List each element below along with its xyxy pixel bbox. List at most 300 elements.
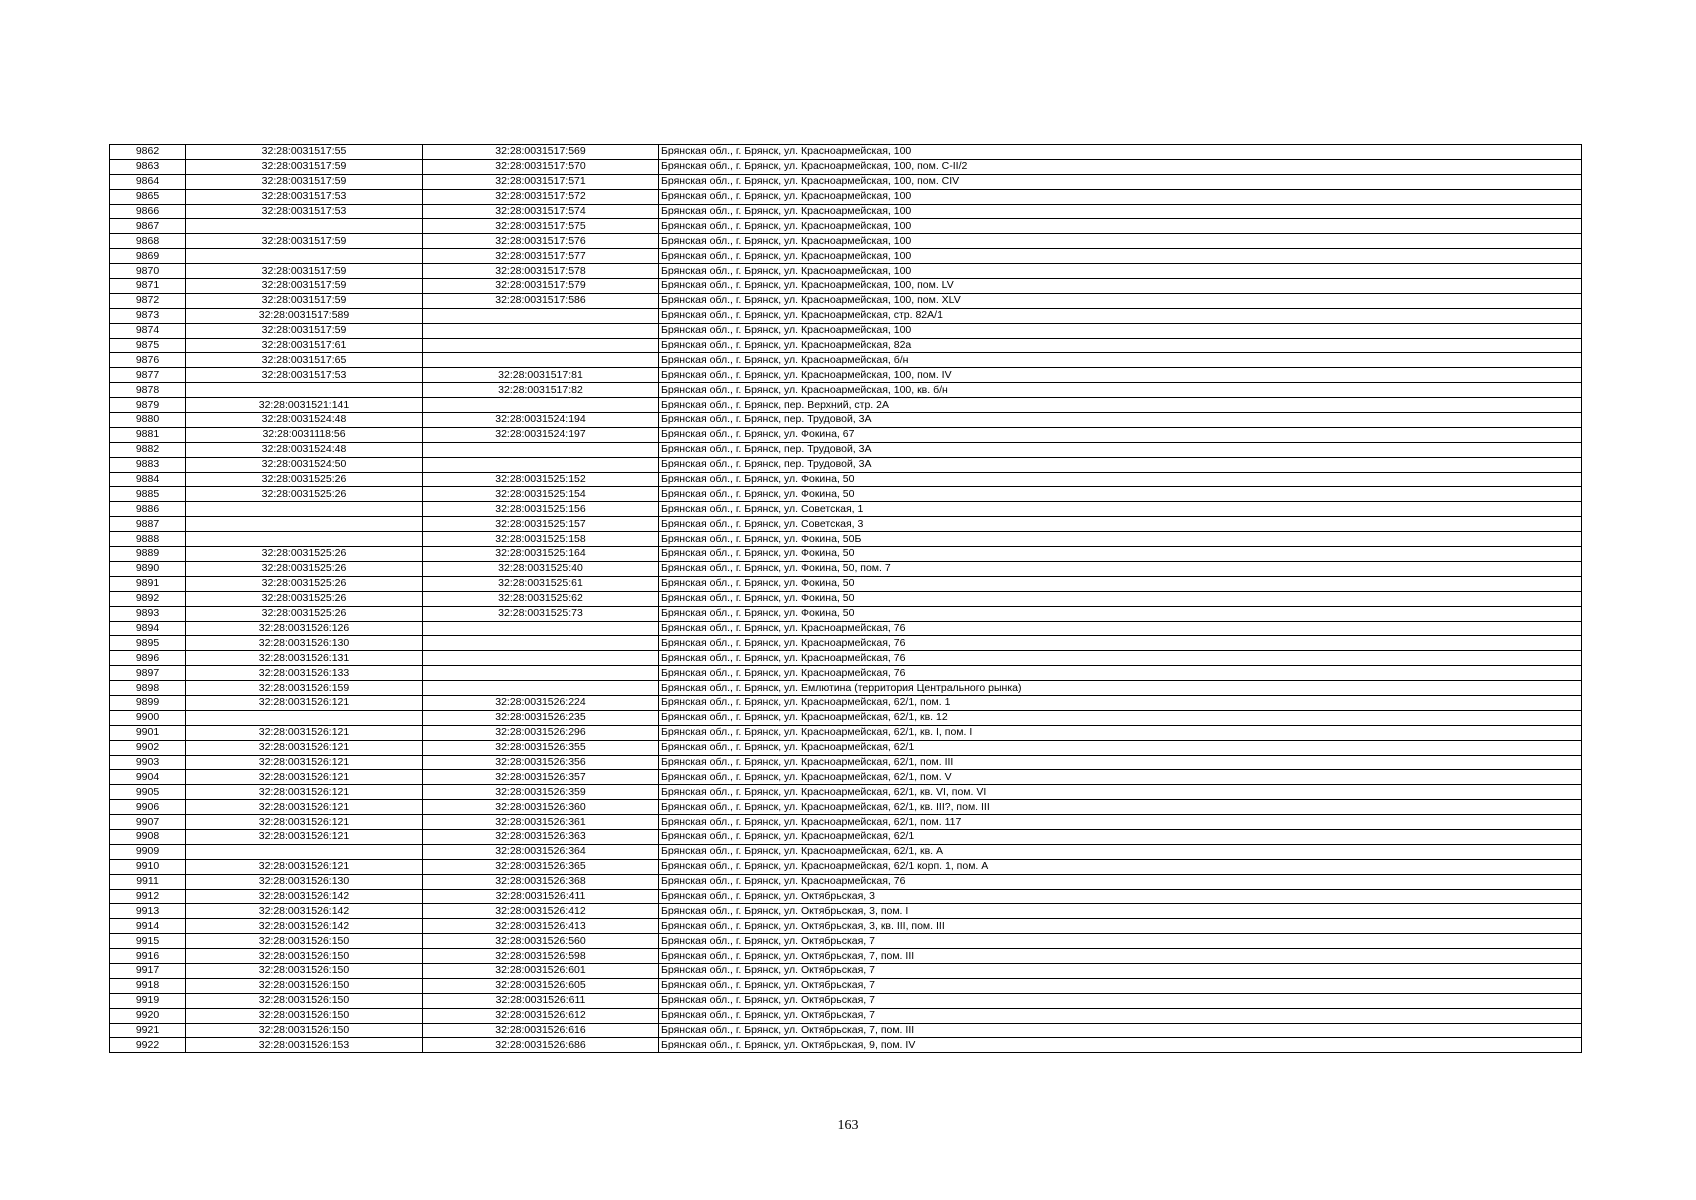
- parent-cadastral-number-cell: 32:28:0031525:26: [186, 487, 423, 502]
- table-row: [110, 457, 1582, 472]
- row-number-cell: 9905: [110, 785, 186, 800]
- parent-cadastral-number-cell: 32:28:0031524:48: [186, 413, 423, 428]
- address-cell: Брянская обл., г. Брянск, ул. Фокина, 50: [659, 472, 1582, 487]
- address-cell: Брянская обл., г. Брянск, ул. Красноармейская, 100, кв. б/н: [659, 383, 1582, 398]
- address-cell: Брянская обл., г. Брянск, ул. Октябрьская, 3: [659, 889, 1582, 904]
- parent-cadastral-number-cell: 32:28:0031526:159: [186, 681, 423, 696]
- address-cell: Брянская обл., г. Брянск, ул. Октябрьская, 7: [659, 978, 1582, 993]
- parent-cadastral-number-cell: 32:28:0031517:59: [186, 323, 423, 338]
- address-cell: Брянская обл., г. Брянск, ул. Красноармейская, 62/1, кв. А: [659, 844, 1582, 859]
- parent-cadastral-number-cell: 32:28:0031517:53: [186, 204, 423, 219]
- table-row: [110, 1008, 1582, 1023]
- row-number-cell: 9901: [110, 725, 186, 740]
- parent-cadastral-number-cell: 32:28:0031526:121: [186, 695, 423, 710]
- parent-cadastral-number-cell: [186, 517, 423, 532]
- table-row: [110, 547, 1582, 562]
- table-row: [110, 413, 1582, 428]
- table-row: [110, 427, 1582, 442]
- cadastral-number-cell: [423, 353, 659, 368]
- address-cell: Брянская обл., г. Брянск, пер. Трудовой, 3А: [659, 442, 1582, 457]
- table-row: [110, 725, 1582, 740]
- address-cell: Брянская обл., г. Брянск, ул. Красноармейская, 76: [659, 621, 1582, 636]
- cadastral-number-cell: 32:28:0031526:616: [423, 1023, 659, 1038]
- cadastral-number-cell: 32:28:0031517:81: [423, 368, 659, 383]
- row-number-cell: 9870: [110, 264, 186, 279]
- row-number-cell: 9880: [110, 413, 186, 428]
- table-row: [110, 442, 1582, 457]
- table-row: [110, 189, 1582, 204]
- table-row: [110, 710, 1582, 725]
- address-cell: Брянская обл., г. Брянск, ул. Красноармейская, 62/1, пом. V: [659, 770, 1582, 785]
- table-row: [110, 785, 1582, 800]
- row-number-cell: 9879: [110, 398, 186, 413]
- row-number-cell: 9869: [110, 249, 186, 264]
- row-number-cell: 9896: [110, 651, 186, 666]
- table-row: [110, 561, 1582, 576]
- cadastral-number-cell: 32:28:0031525:157: [423, 517, 659, 532]
- cadastral-number-cell: 32:28:0031526:296: [423, 725, 659, 740]
- registry-table-body: [110, 145, 1582, 1053]
- table-row: [110, 576, 1582, 591]
- row-number-cell: 9894: [110, 621, 186, 636]
- parent-cadastral-number-cell: 32:28:0031521:141: [186, 398, 423, 413]
- address-cell: Брянская обл., г. Брянск, ул. Красноармейская, 100: [659, 323, 1582, 338]
- address-cell: Брянская обл., г. Брянск, ул. Фокина, 50, пом. 7: [659, 561, 1582, 576]
- cadastral-number-cell: [423, 636, 659, 651]
- table-row: [110, 219, 1582, 234]
- table-row: [110, 308, 1582, 323]
- address-cell: Брянская обл., г. Брянск, пер. Верхний, стр. 2А: [659, 398, 1582, 413]
- address-cell: Брянская обл., г. Брянск, ул. Фокина, 67: [659, 427, 1582, 442]
- row-number-cell: 9902: [110, 740, 186, 755]
- row-number-cell: 9890: [110, 561, 186, 576]
- address-cell: Брянская обл., г. Брянск, ул. Красноармейская, 62/1 корп. 1, пом. А: [659, 859, 1582, 874]
- table-row: [110, 1023, 1582, 1038]
- cadastral-number-cell: 32:28:0031525:62: [423, 591, 659, 606]
- parent-cadastral-number-cell: 32:28:0031517:59: [186, 234, 423, 249]
- table-row: [110, 934, 1582, 949]
- table-row: [110, 770, 1582, 785]
- parent-cadastral-number-cell: 32:28:0031526:121: [186, 785, 423, 800]
- row-number-cell: 9862: [110, 145, 186, 160]
- parent-cadastral-number-cell: 32:28:0031525:26: [186, 561, 423, 576]
- table-row: [110, 279, 1582, 294]
- row-number-cell: 9863: [110, 159, 186, 174]
- address-cell: Брянская обл., г. Брянск, пер. Трудовой, 3А: [659, 457, 1582, 472]
- table-row: [110, 368, 1582, 383]
- row-number-cell: 9920: [110, 1008, 186, 1023]
- cadastral-number-cell: 32:28:0031526:355: [423, 740, 659, 755]
- parent-cadastral-number-cell: 32:28:0031118:56: [186, 427, 423, 442]
- cadastral-number-cell: 32:28:0031517:569: [423, 145, 659, 160]
- table-row: [110, 993, 1582, 1008]
- row-number-cell: 9914: [110, 919, 186, 934]
- cadastral-number-cell: 32:28:0031526:356: [423, 755, 659, 770]
- cadastral-number-cell: 32:28:0031525:61: [423, 576, 659, 591]
- address-cell: Брянская обл., г. Брянск, ул. Октябрьская, 7: [659, 993, 1582, 1008]
- parent-cadastral-number-cell: 32:28:0031526:150: [186, 934, 423, 949]
- address-cell: Брянская обл., г. Брянск, ул. Октябрьская, 7, пом. III: [659, 949, 1582, 964]
- parent-cadastral-number-cell: 32:28:0031526:121: [186, 755, 423, 770]
- parent-cadastral-number-cell: 32:28:0031526:121: [186, 859, 423, 874]
- cadastral-number-cell: 32:28:0031525:152: [423, 472, 659, 487]
- address-cell: Брянская обл., г. Брянск, ул. Красноармейская, 100, пом. IV: [659, 368, 1582, 383]
- cadastral-number-cell: [423, 442, 659, 457]
- address-cell: Брянская обл., г. Брянск, ул. Октябрьская, 3, кв. III, пом. III: [659, 919, 1582, 934]
- parent-cadastral-number-cell: 32:28:0031517:59: [186, 279, 423, 294]
- table-row: [110, 145, 1582, 160]
- row-number-cell: 9904: [110, 770, 186, 785]
- row-number-cell: 9871: [110, 279, 186, 294]
- cadastral-number-cell: 32:28:0031517:579: [423, 279, 659, 294]
- address-cell: Брянская обл., г. Брянск, ул. Фокина, 50: [659, 576, 1582, 591]
- address-cell: Брянская обл., г. Брянск, ул. Советская, 3: [659, 517, 1582, 532]
- cadastral-number-cell: 32:28:0031524:197: [423, 427, 659, 442]
- row-number-cell: 9893: [110, 606, 186, 621]
- parent-cadastral-number-cell: 32:28:0031526:150: [186, 963, 423, 978]
- row-number-cell: 9911: [110, 874, 186, 889]
- row-number-cell: 9899: [110, 695, 186, 710]
- cadastral-number-cell: 32:28:0031517:577: [423, 249, 659, 264]
- parent-cadastral-number-cell: 32:28:0031526:126: [186, 621, 423, 636]
- row-number-cell: 9867: [110, 219, 186, 234]
- row-number-cell: 9918: [110, 978, 186, 993]
- cadastral-number-cell: 32:28:0031526:601: [423, 963, 659, 978]
- row-number-cell: 9881: [110, 427, 186, 442]
- parent-cadastral-number-cell: 32:28:0031525:26: [186, 547, 423, 562]
- row-number-cell: 9922: [110, 1038, 186, 1053]
- table-row: [110, 383, 1582, 398]
- address-cell: Брянская обл., г. Брянск, ул. Красноармейская, 100, пом. LV: [659, 279, 1582, 294]
- parent-cadastral-number-cell: 32:28:0031525:26: [186, 576, 423, 591]
- table-row: [110, 353, 1582, 368]
- address-cell: Брянская обл., г. Брянск, ул. Красноармейская, 62/1, кв. III?, пом. III: [659, 800, 1582, 815]
- cadastral-number-cell: 32:28:0031517:570: [423, 159, 659, 174]
- row-number-cell: 9886: [110, 502, 186, 517]
- table-row: [110, 874, 1582, 889]
- cadastral-number-cell: 32:28:0031526:357: [423, 770, 659, 785]
- table-row: [110, 472, 1582, 487]
- cadastral-number-cell: 32:28:0031517:576: [423, 234, 659, 249]
- address-cell: Брянская обл., г. Брянск, ул. Красноармейская, 100: [659, 249, 1582, 264]
- cadastral-number-cell: 32:28:0031526:411: [423, 889, 659, 904]
- address-cell: Брянская обл., г. Брянск, ул. Емлютина (территория Центрального рынка): [659, 681, 1582, 696]
- row-number-cell: 9907: [110, 815, 186, 830]
- table-row: [110, 636, 1582, 651]
- row-number-cell: 9889: [110, 547, 186, 562]
- parent-cadastral-number-cell: 32:28:0031526:130: [186, 874, 423, 889]
- row-number-cell: 9878: [110, 383, 186, 398]
- table-row: [110, 249, 1582, 264]
- parent-cadastral-number-cell: 32:28:0031517:61: [186, 338, 423, 353]
- parent-cadastral-number-cell: [186, 383, 423, 398]
- table-row: [110, 517, 1582, 532]
- address-cell: Брянская обл., г. Брянск, ул. Фокина, 50: [659, 591, 1582, 606]
- parent-cadastral-number-cell: 32:28:0031526:121: [186, 829, 423, 844]
- cadastral-number-cell: 32:28:0031526:605: [423, 978, 659, 993]
- parent-cadastral-number-cell: 32:28:0031517:59: [186, 159, 423, 174]
- address-cell: Брянская обл., г. Брянск, ул. Красноармейская, 82а: [659, 338, 1582, 353]
- table-row: [110, 204, 1582, 219]
- cadastral-number-cell: 32:28:0031517:578: [423, 264, 659, 279]
- parent-cadastral-number-cell: 32:28:0031524:48: [186, 442, 423, 457]
- table-row: [110, 740, 1582, 755]
- row-number-cell: 9919: [110, 993, 186, 1008]
- address-cell: Брянская обл., г. Брянск, ул. Красноармейская, 76: [659, 636, 1582, 651]
- cadastral-number-cell: [423, 308, 659, 323]
- address-cell: Брянская обл., г. Брянск, ул. Красноармейская, 100: [659, 145, 1582, 160]
- parent-cadastral-number-cell: 32:28:0031526:121: [186, 725, 423, 740]
- table-row: [110, 323, 1582, 338]
- address-cell: Брянская обл., г. Брянск, ул. Октябрьская, 3, пом. I: [659, 904, 1582, 919]
- cadastral-number-cell: 32:28:0031526:686: [423, 1038, 659, 1053]
- row-number-cell: 9892: [110, 591, 186, 606]
- row-number-cell: 9884: [110, 472, 186, 487]
- table-row: [110, 532, 1582, 547]
- row-number-cell: 9895: [110, 636, 186, 651]
- cadastral-number-cell: 32:28:0031526:368: [423, 874, 659, 889]
- parent-cadastral-number-cell: 32:28:0031526:133: [186, 666, 423, 681]
- address-cell: Брянская обл., г. Брянск, ул. Красноармейская, 62/1: [659, 740, 1582, 755]
- cadastral-number-cell: 32:28:0031517:586: [423, 293, 659, 308]
- address-cell: Брянская обл., г. Брянск, ул. Красноармейская, 62/1, кв. VI, пом. VI: [659, 785, 1582, 800]
- row-number-cell: 9906: [110, 800, 186, 815]
- parent-cadastral-number-cell: 32:28:0031517:59: [186, 174, 423, 189]
- cadastral-number-cell: 32:28:0031517:571: [423, 174, 659, 189]
- cadastral-number-cell: 32:28:0031526:235: [423, 710, 659, 725]
- cadastral-number-cell: [423, 666, 659, 681]
- address-cell: Брянская обл., г. Брянск, ул. Красноармейская, 62/1: [659, 829, 1582, 844]
- cadastral-number-cell: 32:28:0031526:224: [423, 695, 659, 710]
- cadastral-number-cell: 32:28:0031526:365: [423, 859, 659, 874]
- parent-cadastral-number-cell: 32:28:0031526:121: [186, 740, 423, 755]
- row-number-cell: 9866: [110, 204, 186, 219]
- parent-cadastral-number-cell: 32:28:0031526:131: [186, 651, 423, 666]
- row-number-cell: 9910: [110, 859, 186, 874]
- registry-table: [109, 144, 1582, 1053]
- row-number-cell: 9868: [110, 234, 186, 249]
- parent-cadastral-number-cell: 32:28:0031517:59: [186, 293, 423, 308]
- cadastral-number-cell: 32:28:0031517:574: [423, 204, 659, 219]
- cadastral-number-cell: [423, 323, 659, 338]
- address-cell: Брянская обл., г. Брянск, ул. Красноармейская, 62/1, пом. III: [659, 755, 1582, 770]
- table-row: [110, 1038, 1582, 1053]
- address-cell: Брянская обл., г. Брянск, ул. Октябрьская, 9, пом. IV: [659, 1038, 1582, 1053]
- cadastral-number-cell: 32:28:0031526:598: [423, 949, 659, 964]
- row-number-cell: 9908: [110, 829, 186, 844]
- address-cell: Брянская обл., г. Брянск, ул. Красноармейская, 100, пом. С-II/2: [659, 159, 1582, 174]
- address-cell: Брянская обл., г. Брянск, ул. Красноармейская, 76: [659, 874, 1582, 889]
- row-number-cell: 9898: [110, 681, 186, 696]
- parent-cadastral-number-cell: 32:28:0031517:59: [186, 264, 423, 279]
- parent-cadastral-number-cell: 32:28:0031526:142: [186, 889, 423, 904]
- row-number-cell: 9915: [110, 934, 186, 949]
- address-cell: Брянская обл., г. Брянск, ул. Октябрьская, 7: [659, 934, 1582, 949]
- table-row: [110, 606, 1582, 621]
- address-cell: Брянская обл., г. Брянск, ул. Красноармейская, 62/1, кв. I, пом. I: [659, 725, 1582, 740]
- row-number-cell: 9876: [110, 353, 186, 368]
- parent-cadastral-number-cell: 32:28:0031526:150: [186, 1023, 423, 1038]
- table-row: [110, 755, 1582, 770]
- row-number-cell: 9872: [110, 293, 186, 308]
- cadastral-number-cell: 32:28:0031525:156: [423, 502, 659, 517]
- address-cell: Брянская обл., г. Брянск, ул. Красноармейская, 62/1, пом. 1: [659, 695, 1582, 710]
- table-row: [110, 234, 1582, 249]
- address-cell: Брянская обл., г. Брянск, ул. Фокина, 50: [659, 487, 1582, 502]
- table-row: [110, 963, 1582, 978]
- parent-cadastral-number-cell: 32:28:0031525:26: [186, 472, 423, 487]
- row-number-cell: 9883: [110, 457, 186, 472]
- table-row: [110, 889, 1582, 904]
- cadastral-number-cell: [423, 651, 659, 666]
- cadastral-number-cell: 32:28:0031517:575: [423, 219, 659, 234]
- cadastral-number-cell: 32:28:0031517:572: [423, 189, 659, 204]
- row-number-cell: 9882: [110, 442, 186, 457]
- cadastral-number-cell: [423, 457, 659, 472]
- cadastral-number-cell: 32:28:0031526:359: [423, 785, 659, 800]
- parent-cadastral-number-cell: 32:28:0031517:65: [186, 353, 423, 368]
- table-row: [110, 904, 1582, 919]
- cadastral-number-cell: 32:28:0031526:360: [423, 800, 659, 815]
- address-cell: Брянская обл., г. Брянск, ул. Фокина, 50Б: [659, 532, 1582, 547]
- parent-cadastral-number-cell: 32:28:0031526:142: [186, 919, 423, 934]
- parent-cadastral-number-cell: [186, 219, 423, 234]
- row-number-cell: 9873: [110, 308, 186, 323]
- row-number-cell: 9897: [110, 666, 186, 681]
- cadastral-number-cell: 32:28:0031525:154: [423, 487, 659, 502]
- cadastral-number-cell: 32:28:0031526:363: [423, 829, 659, 844]
- cadastral-number-cell: [423, 338, 659, 353]
- parent-cadastral-number-cell: 32:28:0031524:50: [186, 457, 423, 472]
- address-cell: Брянская обл., г. Брянск, ул. Красноармейская, 100: [659, 204, 1582, 219]
- cadastral-number-cell: 32:28:0031526:412: [423, 904, 659, 919]
- cadastral-number-cell: [423, 681, 659, 696]
- address-cell: Брянская обл., г. Брянск, ул. Октябрьская, 7: [659, 1008, 1582, 1023]
- cadastral-number-cell: 32:28:0031525:40: [423, 561, 659, 576]
- parent-cadastral-number-cell: [186, 532, 423, 547]
- row-number-cell: 9891: [110, 576, 186, 591]
- parent-cadastral-number-cell: 32:28:0031525:26: [186, 606, 423, 621]
- row-number-cell: 9913: [110, 904, 186, 919]
- address-cell: Брянская обл., г. Брянск, ул. Красноармейская, б/н: [659, 353, 1582, 368]
- address-cell: Брянская обл., г. Брянск, ул. Октябрьская, 7, пом. III: [659, 1023, 1582, 1038]
- address-cell: Брянская обл., г. Брянск, ул. Красноармейская, стр. 82А/1: [659, 308, 1582, 323]
- cadastral-number-cell: 32:28:0031525:158: [423, 532, 659, 547]
- table-row: [110, 978, 1582, 993]
- row-number-cell: 9909: [110, 844, 186, 859]
- address-cell: Брянская обл., г. Брянск, ул. Октябрьская, 7: [659, 963, 1582, 978]
- table-row: [110, 829, 1582, 844]
- table-row: [110, 695, 1582, 710]
- table-row: [110, 666, 1582, 681]
- cadastral-number-cell: 32:28:0031526:560: [423, 934, 659, 949]
- row-number-cell: 9912: [110, 889, 186, 904]
- parent-cadastral-number-cell: 32:28:0031526:121: [186, 800, 423, 815]
- table-row: [110, 159, 1582, 174]
- row-number-cell: 9917: [110, 963, 186, 978]
- address-cell: Брянская обл., г. Брянск, ул. Красноармейская, 100: [659, 189, 1582, 204]
- address-cell: Брянская обл., г. Брянск, ул. Фокина, 50: [659, 547, 1582, 562]
- parent-cadastral-number-cell: 32:28:0031526:121: [186, 770, 423, 785]
- table-row: [110, 949, 1582, 964]
- cadastral-number-cell: [423, 398, 659, 413]
- address-cell: Брянская обл., г. Брянск, ул. Красноармейская, 100: [659, 234, 1582, 249]
- table-row: [110, 398, 1582, 413]
- address-cell: Брянская обл., г. Брянск, ул. Фокина, 50: [659, 606, 1582, 621]
- table-row: [110, 174, 1582, 189]
- parent-cadastral-number-cell: 32:28:0031526:150: [186, 978, 423, 993]
- parent-cadastral-number-cell: 32:28:0031517:53: [186, 368, 423, 383]
- row-number-cell: 9916: [110, 949, 186, 964]
- address-cell: Брянская обл., г. Брянск, ул. Красноармейская, 76: [659, 666, 1582, 681]
- parent-cadastral-number-cell: 32:28:0031517:589: [186, 308, 423, 323]
- table-row: [110, 591, 1582, 606]
- address-cell: Брянская обл., г. Брянск, ул. Красноармейская, 62/1, кв. 12: [659, 710, 1582, 725]
- table-row: [110, 621, 1582, 636]
- row-number-cell: 9864: [110, 174, 186, 189]
- cadastral-number-cell: 32:28:0031517:82: [423, 383, 659, 398]
- row-number-cell: 9921: [110, 1023, 186, 1038]
- row-number-cell: 9875: [110, 338, 186, 353]
- row-number-cell: 9885: [110, 487, 186, 502]
- cadastral-number-cell: [423, 621, 659, 636]
- page-number: 163: [837, 1118, 859, 1133]
- table-row: [110, 681, 1582, 696]
- table-row: [110, 338, 1582, 353]
- parent-cadastral-number-cell: [186, 502, 423, 517]
- parent-cadastral-number-cell: 32:28:0031526:142: [186, 904, 423, 919]
- table-row: [110, 651, 1582, 666]
- parent-cadastral-number-cell: 32:28:0031526:150: [186, 1008, 423, 1023]
- table-row: [110, 487, 1582, 502]
- row-number-cell: 9903: [110, 755, 186, 770]
- address-cell: Брянская обл., г. Брянск, ул. Советская, 1: [659, 502, 1582, 517]
- row-number-cell: 9865: [110, 189, 186, 204]
- address-cell: Брянская обл., г. Брянск, ул. Красноармейская, 100, пом. XLV: [659, 293, 1582, 308]
- parent-cadastral-number-cell: 32:28:0031517:53: [186, 189, 423, 204]
- cadastral-number-cell: 32:28:0031526:612: [423, 1008, 659, 1023]
- row-number-cell: 9877: [110, 368, 186, 383]
- cadastral-number-cell: 32:28:0031526:413: [423, 919, 659, 934]
- row-number-cell: 9888: [110, 532, 186, 547]
- address-cell: Брянская обл., г. Брянск, пер. Трудовой, 3А: [659, 413, 1582, 428]
- parent-cadastral-number-cell: 32:28:0031526:150: [186, 949, 423, 964]
- cadastral-number-cell: 32:28:0031526:361: [423, 815, 659, 830]
- table-row: [110, 844, 1582, 859]
- parent-cadastral-number-cell: [186, 844, 423, 859]
- parent-cadastral-number-cell: 32:28:0031526:130: [186, 636, 423, 651]
- parent-cadastral-number-cell: 32:28:0031517:55: [186, 145, 423, 160]
- parent-cadastral-number-cell: [186, 710, 423, 725]
- cadastral-number-cell: 32:28:0031525:73: [423, 606, 659, 621]
- row-number-cell: 9900: [110, 710, 186, 725]
- parent-cadastral-number-cell: 32:28:0031526:150: [186, 993, 423, 1008]
- table-row: [110, 815, 1582, 830]
- parent-cadastral-number-cell: [186, 249, 423, 264]
- cadastral-number-cell: 32:28:0031524:194: [423, 413, 659, 428]
- row-number-cell: 9874: [110, 323, 186, 338]
- table-row: [110, 919, 1582, 934]
- table-row: [110, 293, 1582, 308]
- table-row: [110, 264, 1582, 279]
- table-row: [110, 800, 1582, 815]
- parent-cadastral-number-cell: 32:28:0031526:153: [186, 1038, 423, 1053]
- address-cell: Брянская обл., г. Брянск, ул. Красноармейская, 100: [659, 219, 1582, 234]
- address-cell: Брянская обл., г. Брянск, ул. Красноармейская, 100, пом. CIV: [659, 174, 1582, 189]
- parent-cadastral-number-cell: 32:28:0031526:121: [186, 815, 423, 830]
- address-cell: Брянская обл., г. Брянск, ул. Красноармейская, 62/1, пом. 117: [659, 815, 1582, 830]
- cadastral-number-cell: 32:28:0031525:164: [423, 547, 659, 562]
